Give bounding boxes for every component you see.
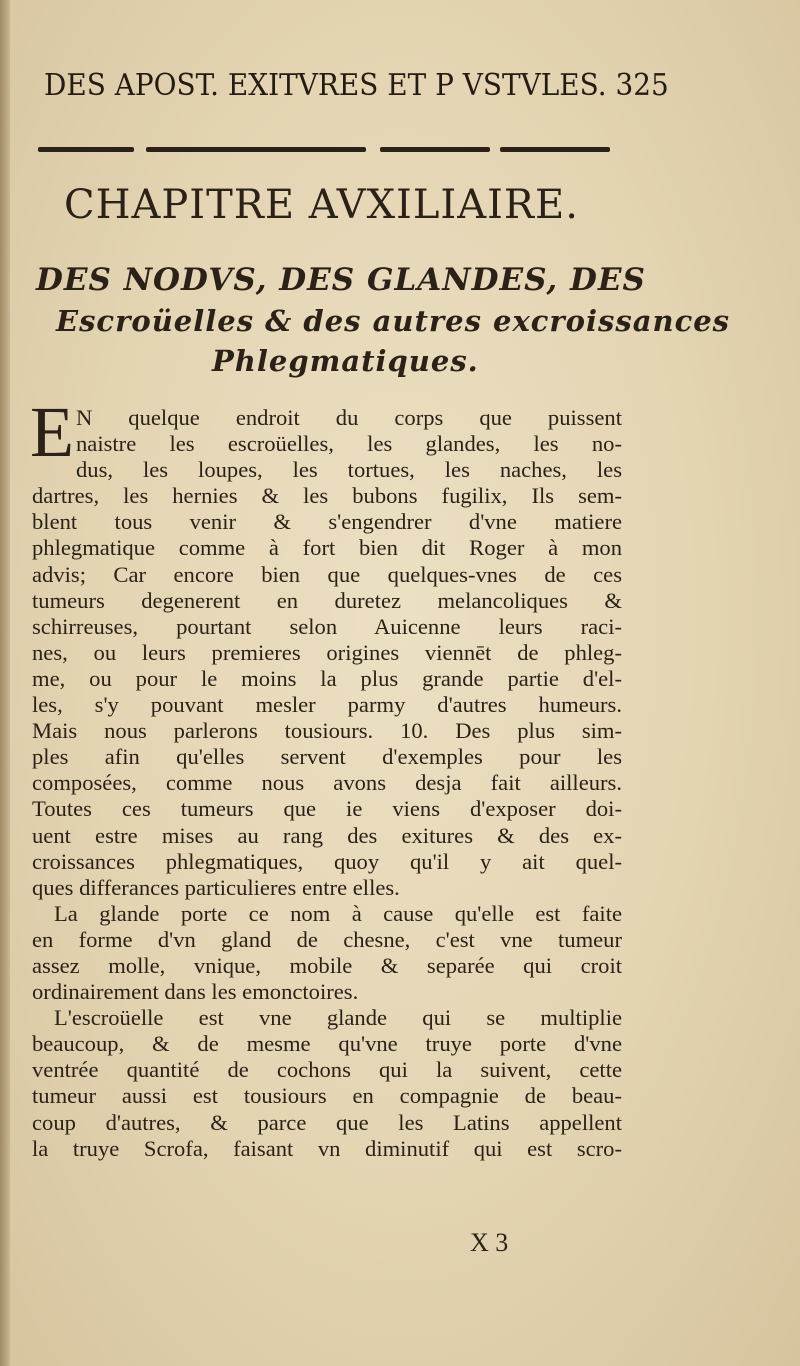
- body-line: Mais nous parlerons tousiours. 10. Des plus sim-: [32, 718, 622, 744]
- body-line: Toutes ces tumeurs que ie viens d'exposer doi-: [32, 796, 622, 822]
- body-line: phlegmatique comme à fort bien dit Roger à mon: [32, 535, 622, 561]
- body-line: naistre les escroüelles, les glandes, les no-: [76, 431, 622, 457]
- body-line: me, ou pour le moins la plus grande partie d'el-: [32, 665, 622, 691]
- body-line: ples afin qu'elles servent d'exemples pour les: [32, 744, 622, 770]
- ornamental-rule-2: [146, 147, 366, 152]
- body-line: ventrée quantité de cochons qui la suivent, cette: [32, 1057, 622, 1083]
- body-line: coup d'autres, & parce que les Latins appellent: [32, 1109, 622, 1135]
- chapter-title: CHAPITRE AVXILIAIRE.: [64, 182, 579, 228]
- running-head: DES APOST. EXITVRES ET P VSTVLES. 325: [44, 68, 669, 103]
- body-line: ques differances particulieres entre elles.: [32, 874, 400, 900]
- body-line: advis; Car encore bien que quelques-vnes de ces: [32, 561, 622, 587]
- body-line: tumeurs degenerent en duretez melancoliques &: [32, 587, 622, 613]
- body-text: [32, 405, 622, 1162]
- page-gutter: [0, 0, 10, 1366]
- body-line: dartres, les hernies & les bubons fugilix, Ils sem-: [32, 483, 622, 509]
- ornamental-rule-1: [38, 147, 134, 152]
- body-line: croissances phlegmatiques, quoy qu'il y ait quel-: [32, 848, 622, 874]
- body-line: assez molle, vnique, mobile & separée qui croit: [32, 952, 622, 978]
- body-line: beaucoup, & de mesme qu'vne truye porte d'vne: [32, 1031, 622, 1057]
- signature-mark: X 3: [470, 1228, 509, 1257]
- body-line: en forme d'vn gland de chesne, c'est vne tumeur: [32, 926, 622, 952]
- body-line: uent estre mises au rang des exitures & des ex-: [32, 822, 622, 848]
- body-line: les, s'y pouvant mesler parmy d'autres humeurs.: [32, 692, 622, 718]
- body-line: nes, ou leurs premieres origines viennēt de phleg-: [32, 639, 622, 665]
- body-line: La glande porte ce nom à cause qu'elle est faite: [54, 900, 622, 926]
- body-line: composées, comme nous avons desja fait ailleurs.: [32, 770, 622, 796]
- ornamental-rule-3: [380, 147, 490, 152]
- body-line: dus, les loupes, les tortues, les naches, les: [76, 457, 622, 483]
- body-line: la truye Scrofa, faisant vn diminutif qui est scro-: [32, 1135, 622, 1161]
- drop-cap: E: [30, 392, 74, 472]
- body-line: N quelque endroit du corps que puissent: [76, 405, 622, 430]
- ornamental-rule-4: [500, 147, 610, 152]
- body-line: ordinairement dans les emonctoires.: [32, 979, 359, 1005]
- body-line: tumeur aussi est tousiours en compagnie de beau-: [32, 1083, 622, 1109]
- subtitle-line-2: Escroüelles & des autres excroissances: [56, 304, 731, 338]
- subtitle-line-1: DES NODVS, DES GLANDES, DES: [36, 262, 646, 298]
- body-line: schirreuses, pourtant selon Auicenne leurs raci-: [32, 613, 622, 639]
- body-line: L'escroüelle est vne glande qui se multiplie: [54, 1005, 622, 1031]
- body-line: blent tous venir & s'engendrer d'vne matiere: [32, 509, 622, 535]
- subtitle-line-3: Phlegmatiques.: [212, 344, 479, 378]
